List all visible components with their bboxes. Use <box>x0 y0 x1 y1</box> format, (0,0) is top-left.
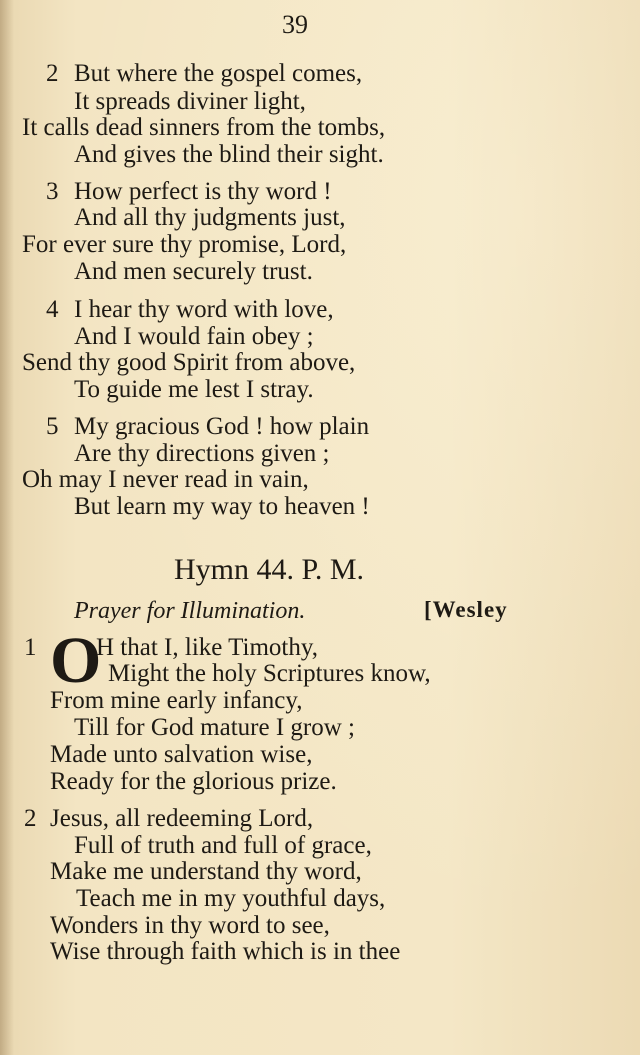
verse-number: 4 <box>46 296 59 323</box>
verse-line: Jesus, all redeeming Lord, <box>50 805 314 832</box>
verse-line: From mine early infancy, <box>50 687 303 714</box>
verse-line: How perfect is thy word ! <box>74 178 332 205</box>
verse-line: But where the gospel comes, <box>74 60 363 87</box>
verse-line: Oh may I never read in vain, <box>22 466 309 493</box>
verse-line: Wonders in thy word to see, <box>50 912 330 939</box>
verse-line: But learn my way to heaven ! <box>74 493 370 520</box>
verse-line: Wise through faith which is in thee <box>50 938 401 965</box>
verse-line: Full of truth and full of grace, <box>74 832 372 859</box>
verse-line: Teach me in my youthful days, <box>76 885 386 912</box>
verse-line: And men securely trust. <box>74 258 313 285</box>
spine-shadow <box>0 0 14 1055</box>
verse-line: Send thy good Spirit from above, <box>22 349 356 376</box>
verse-line: And all thy judgments just, <box>74 204 346 231</box>
verse-line: To guide me lest I stray. <box>74 376 314 403</box>
hymn-title: Hymn 44. P. M. <box>174 553 365 586</box>
verse-line: It spreads diviner light, <box>74 88 306 115</box>
verse-line: My gracious God ! how plain <box>74 413 370 440</box>
drop-cap: O <box>50 624 102 697</box>
verse-line: Might the holy Scriptures know, <box>108 660 431 687</box>
hymn-subtitle: Prayer for Illumination. <box>74 598 306 624</box>
verse-line: And gives the blind their sight. <box>74 141 384 168</box>
verse-line: It calls dead sinners from the tombs, <box>22 114 386 141</box>
verse-line: For ever sure thy promise, Lord, <box>22 231 347 258</box>
verse-line: H that I, like Timothy, <box>96 634 319 661</box>
verse-number: 2 <box>46 60 59 87</box>
verse-line: Till for God mature I grow ; <box>74 714 355 741</box>
hymn-author: [Wesley <box>424 597 508 622</box>
verse-line: And I would fain obey ; <box>74 323 314 350</box>
verse-number: 2 <box>24 805 37 832</box>
verse-number: 5 <box>46 413 59 440</box>
verse-line: Make me understand thy word, <box>50 858 362 885</box>
page-number: 39 <box>282 10 308 39</box>
verse-line: I hear thy word with love, <box>74 296 334 323</box>
verse-line: Ready for the glorious prize. <box>50 768 337 795</box>
verse-number: 1 <box>24 634 37 661</box>
verse-line: Made unto salvation wise, <box>50 741 313 768</box>
verse-line: Are thy directions given ; <box>74 440 330 467</box>
verse-number: 3 <box>46 178 59 205</box>
